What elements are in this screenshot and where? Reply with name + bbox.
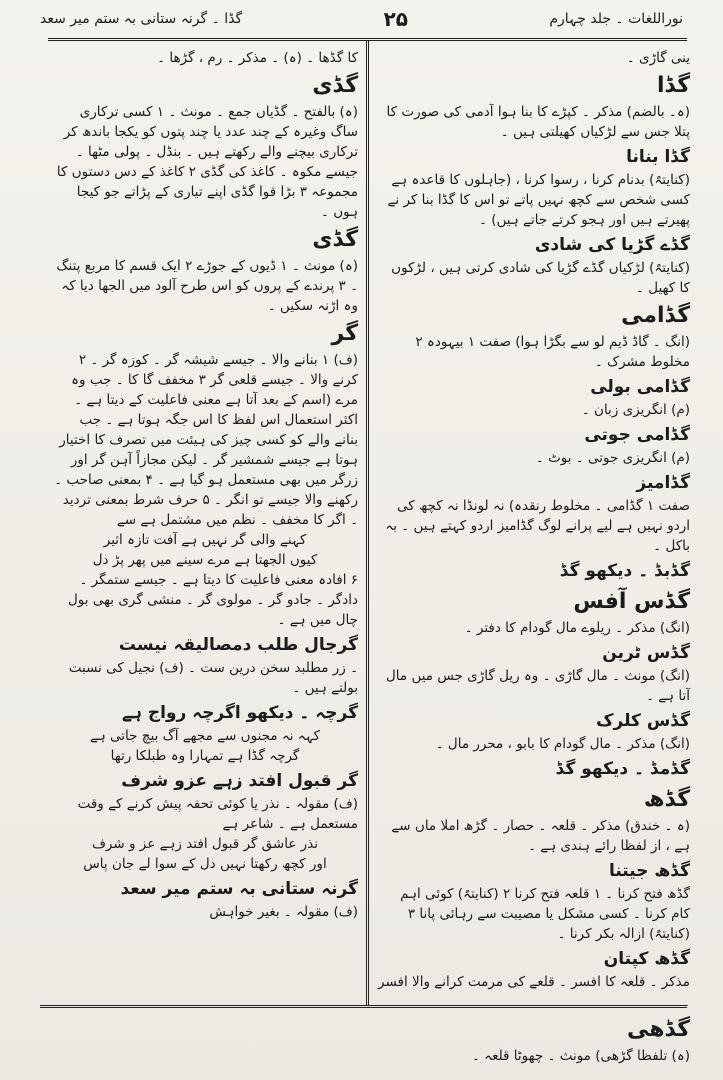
sub-headword: گڈامی بولی	[590, 377, 690, 397]
verse-line: گرچہ گڈا ہے تمہارا وہ طبلکا رتھا	[110, 748, 300, 764]
headword: گڈا	[656, 73, 690, 98]
definition-text: کا گڈھا ۔ (ہ) ۔ مذکر ۔ رم ، گڑھا ۔	[157, 50, 358, 66]
definition-text: گڈھ فتح کرنا ۔ ۱ قلعہ فتح کرنا ۲ (کنایتہً) کوئی اہم کام کرنا ۔ کسی مشکل یا مصیبت سے رہائی پانا ۳ (کنایتہً) ازالہ بکر کرنا ۔	[400, 886, 690, 942]
headword: گڈھ	[643, 787, 690, 812]
sub-headword: گڈھ جیتنا	[608, 861, 690, 881]
definition-text: (ہ) بالفتح ۔ گڈیاں جمع ۔ مونث ۔ ۱ کسی ترکاری ساگ وغیرہ کے چند عدد یا چند پتوں کو یکجا باندھ کر ترکاری بیچنے والے رکھتے ہیں ۔ بنڈل ۔ پولی مٹھا ۔ جیسے مکوہ ۔ کاغذ کی گڈی ۲ کاغذ کے دس دستوں کا مجموعہ ۳ بڑا قوا گڈی اپنے تیاری کے پڑاتے جو کیجا ہوں ۔	[56, 104, 358, 220]
definition-text: (ف) مقولہ ۔ نذر یا کوئی تحفہ پیش کرنے کے وقت مستعمل ہے ۔ شاعر ہے	[77, 796, 358, 832]
page-header	[40, 6, 683, 32]
sub-headword: گڈامیز	[636, 473, 690, 493]
verse-line: اور کچھ رکھتا نہیں دل کے سوا لے جان پاس	[83, 856, 327, 872]
sub-headword: گرنہ ستانی بہ ستم میر سعد	[120, 879, 358, 899]
column-divider	[366, 40, 369, 1005]
definition-text: (م) انگریزی جوتی ۔ بوٹ ۔	[535, 450, 690, 466]
headword: گڈی	[312, 227, 358, 252]
definition-text: (ہ ۔ خندق) مذکر ۔ قلعہ ۔ حصار ۔ گڑھ املا ماں سے ہے ، از لفظا رائے ہندی ہے ۔	[391, 818, 690, 854]
sub-headword: گڈامی جوتی	[584, 425, 690, 445]
sub-headword: گڈھ کپتان	[603, 949, 690, 969]
definition-text: (ہ) تلفظا گڑھی) مونث ۔ چھوٹا قلعہ ۔	[471, 1048, 690, 1064]
headword: گر	[331, 321, 358, 346]
page-number: ۲۵	[383, 7, 408, 31]
sub-headword: گڈے گڑیا کی شادی	[534, 235, 690, 255]
definition-text: (انگ ۔ گاڈ ڈیم لو سے بگڑا ہوا) صفت ۱ بیہودہ ۲ مخلوط مشرک ۔	[415, 334, 690, 370]
right-column	[378, 48, 690, 1064]
running-title-right: نوراللغات ۔ جلد چہارم	[549, 11, 683, 27]
sub-headword: گرچہ ۔ دیکھو اگرچہ رواج ہے	[122, 703, 358, 723]
sub-headword: گڈس ٹرین	[602, 643, 690, 663]
definition-text: (ہ۔ بالضم) مذکر ۔ کپڑے کا بنا ہوا آدمی کی صورت کا پتلا جس سے لڑکیاں کھیلتی ہیں ۔	[386, 104, 690, 140]
definition-text: (انگ) مذکر ۔ ریلوے مال گودام کا دفتر ۔	[464, 620, 690, 636]
sub-headword: گڈس کلرک	[596, 711, 690, 731]
verse-line: نذر عاشق گر قبول افتد زہے عز و شرف	[91, 836, 319, 852]
sub-headword: گر قبول افتد زہے عزو شرف	[121, 771, 358, 791]
verse-line: کہہ نہ مجنوں سے مجھے آگ بیچ جاتی ہے	[89, 728, 321, 744]
running-title-left: گڈا ۔ گرنہ ستانی بہ ستم میر سعد	[40, 11, 243, 27]
headword: گڈھی	[626, 1017, 690, 1042]
sub-headword: گڈبڈ ۔ دیکھو گڈ	[559, 561, 690, 581]
definition-text: مذکر ۔ قلعہ کا افسر ۔ قلعے کی مرمت کرانے والا افسر ۔	[378, 974, 690, 1010]
definition-text: ۶ افادہ معنی فاعلیت کا دیتا ہے ۔ جیسے ستمگر ۔ دادگر ۔ جادو گر ۔ مولوی گر ۔ منشی گری بھی بول چال میں ہے ۔	[68, 572, 358, 628]
headword: گڈی	[312, 73, 358, 98]
left-column	[52, 48, 358, 998]
definition-text: (ف) مقولہ ۔ بغیر خواہش	[209, 904, 358, 920]
definition-text: (کنایتہً) لڑکیاں گڈے گڑیا کی شادی کرتی ہیں ، لڑکوں کا کھیل ۔	[391, 260, 690, 296]
definition-text: صفت ۱ گڈامی ۔ مخلوط رنقدہ) نہ لونڈا نہ کچھ کی اردو نہیں ہے لیے پرانے لوگ گڈامیز اردو کہتے ہیں ۔ بہ باکل ۔	[385, 498, 690, 554]
headword: گڈامی	[621, 303, 690, 328]
sub-headword: گڈمڈ ۔ دیکھو گڈ	[555, 759, 690, 779]
definition-text: (انگ) مونث ۔ مال گاڑی ۔ وہ ریل گاڑی جس میں مال آتا ہے ۔	[386, 668, 690, 704]
definition-text: ۔ زر مطلبد سخن درین ست ۔ (ف) نجیل کی نسبت بولتے ہیں ۔	[68, 660, 358, 696]
definition-text: (ف) ۱ بنانے والا ۔ جیسے شیشہ گر ۔ کوزہ گر ۔ ۲ کرنے والا ۔ جیسے قلعی گر ۳ مخفف گا کا ۔ جب وہ مرے (اسم کے بعد آتا ہے معنی فاعلیت کے دیتا ہے ۔ اکثر استعمال اس لفظ کا اس جگہ ہوتا ہے ۔ جب بنانے والے کو کسی چیز کی ہیئت میں تصرف کا اختیار ہوتا ہے جیسے شمشیر گر ۔ لیکن مجازاً آہن گر اور زرگر میں بھی مستعمل ہو گیا ہے ۔ ۴ بمعنی صاحب ۔ رکھنے والا جیسے تو انگر ۔ ۵ حرف شرط بمعنی تردید ۔ اگر کا مخفف ۔ نظم میں مشتمل ہے سے	[54, 352, 358, 528]
definition-text: (م) انگریزی زبان ۔	[581, 402, 690, 418]
verse-line: کیوں الجھتا ہے مرے سینے میں پھر پڑ دل	[92, 552, 318, 568]
verse-line: کہنے والی گر نہیں ہے آفت تازہ اثیر	[103, 532, 307, 548]
definition-text: ینی گاڑی ۔	[626, 50, 690, 66]
sub-headword: گڈا بنانا	[626, 147, 690, 167]
definition-text: (انگ) مذکر ۔ مال گودام کا بابو ، محرر مال ۔	[435, 736, 690, 752]
headword: گڈس آفس	[573, 589, 690, 614]
definition-text: (کنایتہً) بدنام کرنا ، رسوا کرنا ، (جاہلوں کا قاعدہ ہے کسی شخص سے کچھ نہیں پاتے تو اس کا گڈا بنا کر نے پھیرتے ہیں اور ہجو کرتے جاتے ہیں) ۔	[387, 172, 690, 228]
definition-text: (ہ) مونث ۔ ۱ ڈیوں کے جوڑے ۲ ایک قسم کا مربع پتنگ ۔ ۳ پرندے کے پروں کو اس طرح آلود میں الجھا دیا کہ وہ اڑنہ سکیں ۔	[56, 258, 358, 314]
sub-headword: گرجال طلب دمصالیقہ نیست	[118, 635, 358, 655]
